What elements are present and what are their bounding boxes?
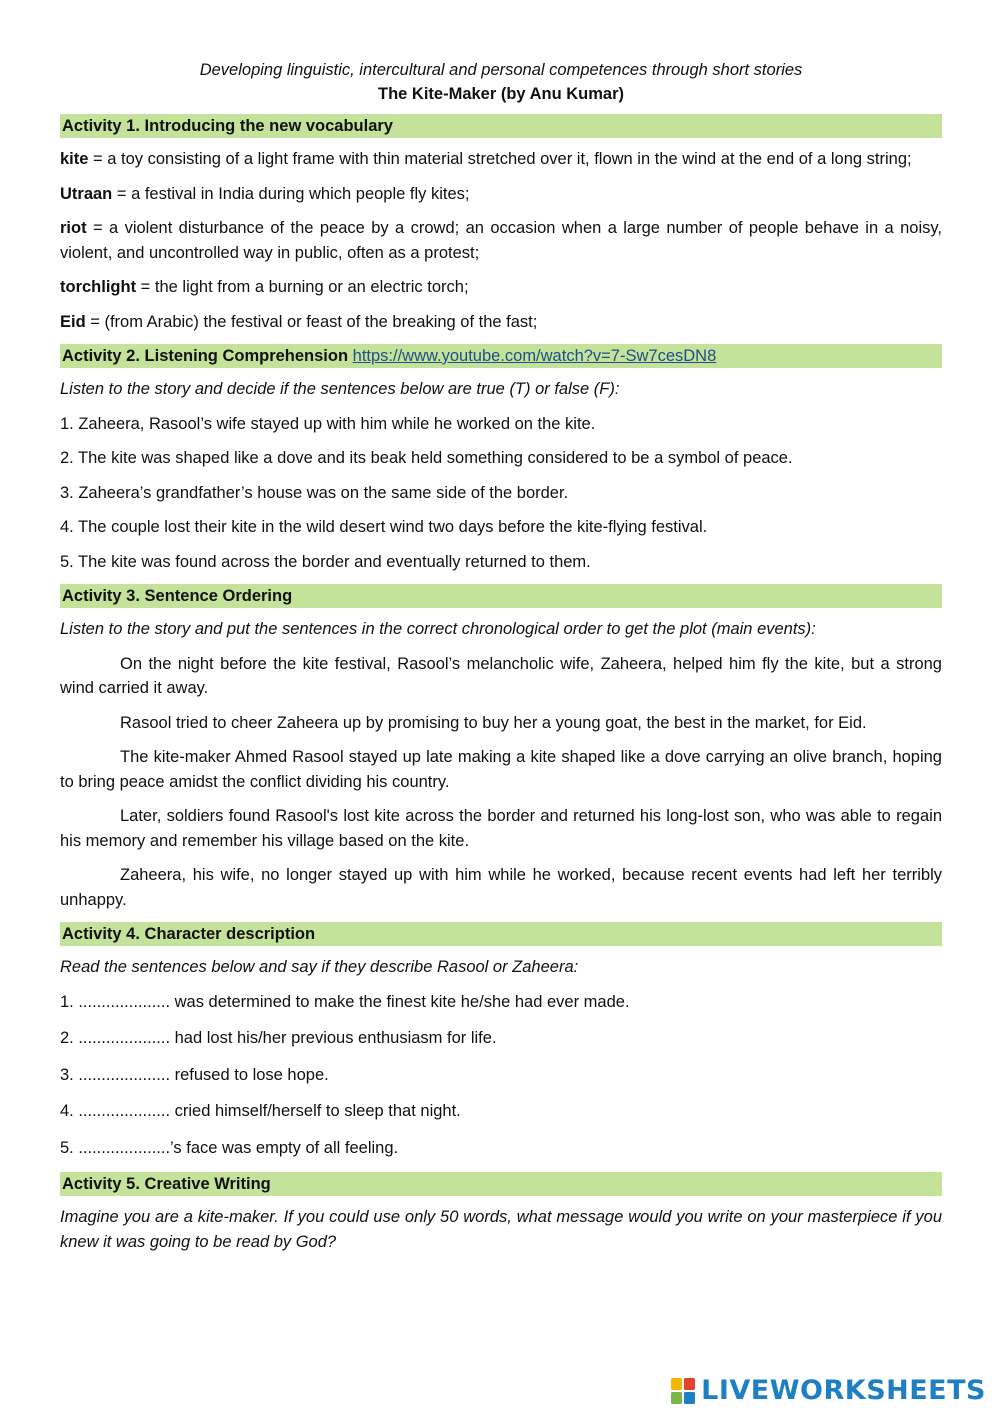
- character-sentence-2: 2. .................... had lost his/her previous enthusiasm for life.: [60, 1029, 497, 1047]
- liveworksheets-logo-icon: [671, 1378, 695, 1404]
- activity-5-heading: Activity 5. Creative Writing: [60, 1172, 942, 1196]
- vocab-term: kite: [60, 150, 89, 168]
- tf-statement-1: 1. Zaheera, Rasool’s wife stayed up with him while he worked on the kite.: [60, 414, 596, 433]
- ordering-sentence-3: The kite-maker Ahmed Rasool stayed up late making a kite shaped like a dove carrying an olive branch, hoping to bring peace amidst the conflict dividing his country.: [60, 748, 942, 791]
- character-sentence-3: 3. .................... refused to lose hope.: [60, 1065, 329, 1084]
- liveworksheets-logo-text: LIVEWORKSHEETS: [701, 1375, 986, 1406]
- vocab-entry-torchlight: [60, 275, 942, 300]
- tf-statement-4: 4. The couple lost their kite in the wild desert wind two days before the kite-flying festival.: [60, 518, 708, 536]
- activity-3-heading: Activity 3. Sentence Ordering: [60, 584, 942, 608]
- vocab-entry-utraan: [60, 182, 942, 207]
- activity-3-instruction: Listen to the story and put the sentences in the correct chronological order to get the plot (main events):: [60, 620, 816, 638]
- vocab-entry-kite: [60, 147, 942, 172]
- document-title: The Kite-Maker (by Anu Kumar): [377, 85, 624, 103]
- vocab-definition: = a toy consisting of a light frame with thin material stretched over it, flown in the wind at the end of a long string;: [88, 150, 912, 168]
- ordering-sentence-5: Zaheera, his wife, no longer stayed up with him while he worked, because recent events had left her terribly unhappy.: [60, 866, 942, 909]
- tf-statement-5: 5. The kite was found across the border and eventually returned to them.: [60, 552, 591, 571]
- character-sentence-1: 1. .................... was determined to make the finest kite he/she had ever made.: [60, 992, 630, 1011]
- activity-2-heading: [60, 344, 942, 368]
- vocab-term: Eid: [60, 312, 86, 331]
- worksheet-page: [60, 58, 942, 1264]
- logo-block-blue: [684, 1392, 695, 1404]
- activity-2-instruction: Listen to the story and decide if the sentences below are true (T) or false (F):: [60, 380, 620, 398]
- ordering-sentence-4: Later, soldiers found Rasool's lost kite across the border and returned his long-lost son, who was able to regain his memory and remember his village based on the kite.: [60, 807, 942, 850]
- youtube-link[interactable]: https://www.youtube.com/watch?v=7-Sw7cesDN8: [352, 347, 717, 365]
- vocab-entry-eid: [60, 310, 942, 335]
- logo-block-yellow: [671, 1378, 682, 1390]
- activity-1-heading: Activity 1. Introducing the new vocabulary: [60, 114, 942, 138]
- vocab-entry-riot: [60, 216, 942, 265]
- activity-4-instruction: Read the sentences below and say if they describe Rasool or Zaheera:: [60, 958, 579, 976]
- liveworksheets-logo: [671, 1374, 986, 1408]
- vocab-term: riot: [60, 219, 87, 237]
- vocab-definition: = a festival in India during which people fly kites;: [112, 184, 470, 203]
- logo-block-green: [671, 1392, 682, 1404]
- character-sentence-4: 4. .................... cried himself/herself to sleep that night.: [60, 1102, 461, 1120]
- activity-4-heading: Activity 4. Character description: [60, 922, 942, 946]
- tf-statement-2: 2. The kite was shaped like a dove and its beak held something considered to be a symbol of peace.: [60, 449, 793, 467]
- document-subtitle: Developing linguistic, intercultural and personal competences through short stories: [199, 61, 803, 79]
- activity-2-title: Activity 2. Listening Comprehension: [62, 347, 349, 365]
- logo-block-red: [684, 1378, 695, 1390]
- ordering-sentence-1: On the night before the kite festival, Rasool’s melancholic wife, Zaheera, helped him fly the kite, but a strong wind carried it away.: [60, 654, 942, 697]
- vocab-term: torchlight: [60, 278, 137, 296]
- tf-statement-3: 3. Zaheera’s grandfather’s house was on the same side of the border.: [60, 483, 569, 502]
- ordering-sentence-2: Rasool tried to cheer Zaheera up by promising to buy her a young goat, the best in the market, for Eid.: [120, 713, 867, 732]
- vocab-term: Utraan: [60, 184, 113, 203]
- character-sentence-5: 5. ....................’s face was empty of all feeling.: [60, 1138, 399, 1157]
- activity-5-instruction: Imagine you are a kite-maker. If you could use only 50 words, what message would you write on your masterpiece if you knew it was going to be read by God?: [60, 1208, 942, 1251]
- vocab-definition: = the light from a burning or an electric torch;: [136, 278, 469, 296]
- vocab-definition: = (from Arabic) the festival or feast of the breaking of the fast;: [85, 312, 538, 331]
- vocab-definition: = a violent disturbance of the peace by a crowd; an occasion when a large number of people behave in a noisy, violent, and uncontrolled way in public, often as a protest;: [60, 219, 942, 262]
